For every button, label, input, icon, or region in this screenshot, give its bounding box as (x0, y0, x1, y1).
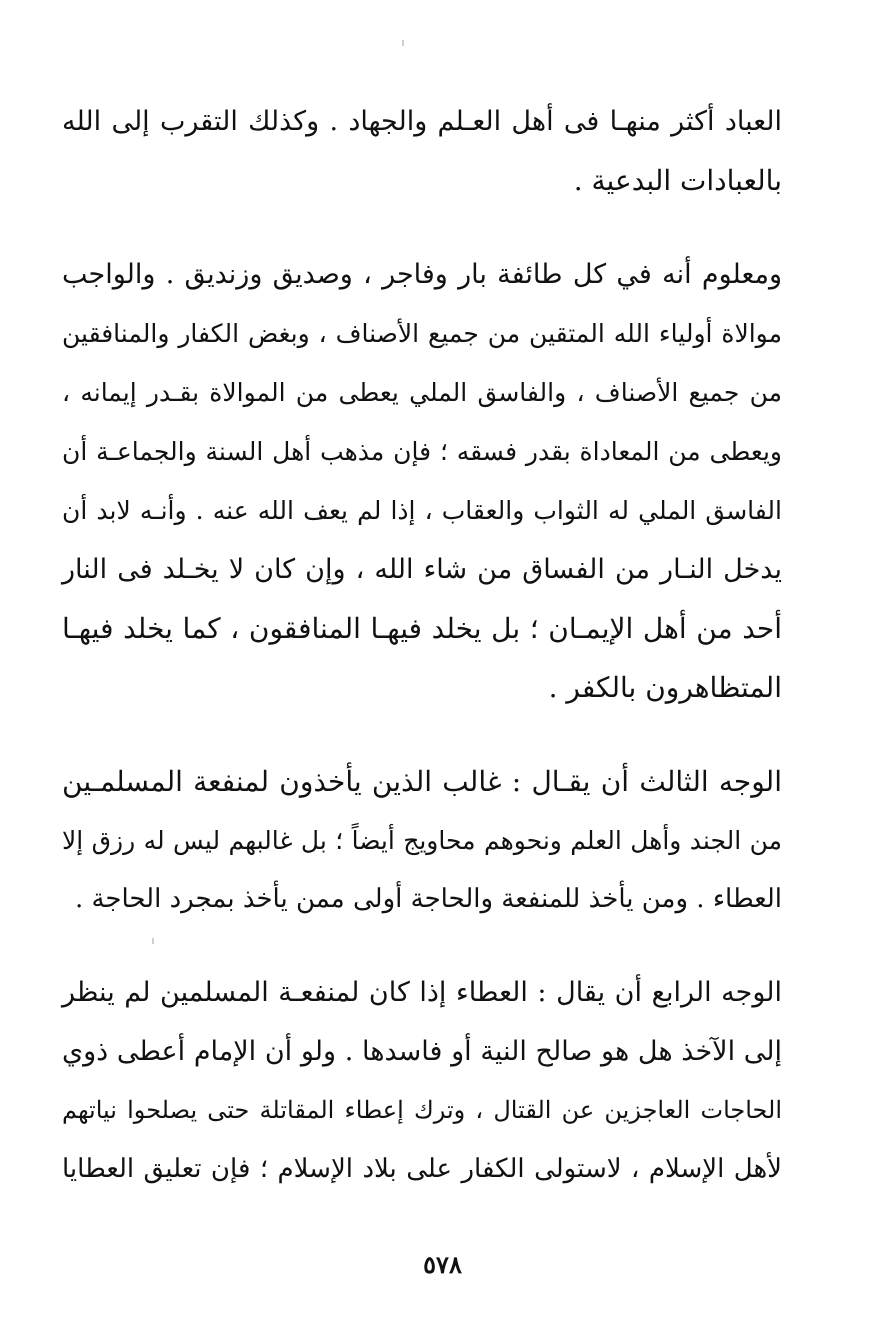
paragraph-3 (62, 752, 782, 929)
text-line: ويعطى من المعاداة بقدر فسقه ؛ فإن مذهب أهل السنة والجماعـة أن (62, 437, 782, 466)
page-number: ٥٧٨ (423, 1250, 462, 1279)
text-line: العطاء . ومن يأخذ للمنفعة والحاجة أولى ممن يأخذ بمجرد الحاجة . (74, 884, 782, 914)
scan-speck (152, 938, 154, 944)
text-line: إلى الآخذ هل هو صالح النية أو فاسدها . ولو أن الإمام أعطى ذوي (62, 1036, 782, 1067)
paragraph-1 (62, 92, 782, 210)
text-line: ومعلوم أنه في كل طائفة بار وفاجر ، وصديق وزنديق . والواجب (62, 259, 782, 290)
text-line: الفاسق الملي له الثواب والعقاب ، إذا لم يعف الله عنه . وأنـه لابد أن (62, 496, 782, 525)
paragraph-4 (62, 963, 782, 1199)
text-line: لأهل الإسلام ، لاستولى الكفار على بلاد الإسلام ؛ فإن تعليق العطايا (62, 1154, 782, 1184)
scan-speck (402, 40, 404, 46)
paragraph-2 (62, 245, 782, 717)
text-line: موالاة أولياء الله المتقين من جميع الأصناف ، وبغض الكفار والمنافقين (62, 319, 782, 348)
text-line: بالعبادات البدعية . (573, 164, 782, 197)
text-line: أحد من أهل الإيمـان ؛ بل يخلد فيهـا المنافقون ، كما يخلد فيهـا (62, 612, 782, 645)
text-line: من الجند وأهل العلم ونحوهم محاويج أيضاً ؛ بل غالبهم ليس له رزق إلا (62, 826, 782, 855)
text-line: الوجه الثالث أن يقـال : غالب الذين يأخذون لمنفعة المسلمـين (62, 765, 782, 798)
text-line: الوجه الرابع أن يقال : العطاء إذا كان لمنفعـة المسلمين لم ينظر (62, 977, 782, 1008)
text-line: يدخل النـار من الفساق من شاء الله ، وإن كان لا يخـلد فى النار (62, 554, 782, 585)
text-line: الحاجات العاجزين عن القتال ، وترك إعطاء المقاتلة حتى يصلحوا نياتهم (62, 1096, 782, 1124)
text-line: من جميع الأصناف ، والفاسق الملي يعطى من الموالاة بقـدر إيمانه ، (62, 378, 782, 407)
text-line: المتظاهرون بالكفر . (548, 671, 782, 704)
text-line: العباد أكثر منهـا فى أهل العـلم والجهاد . وكذلك التقرب إلى الله (62, 106, 782, 137)
